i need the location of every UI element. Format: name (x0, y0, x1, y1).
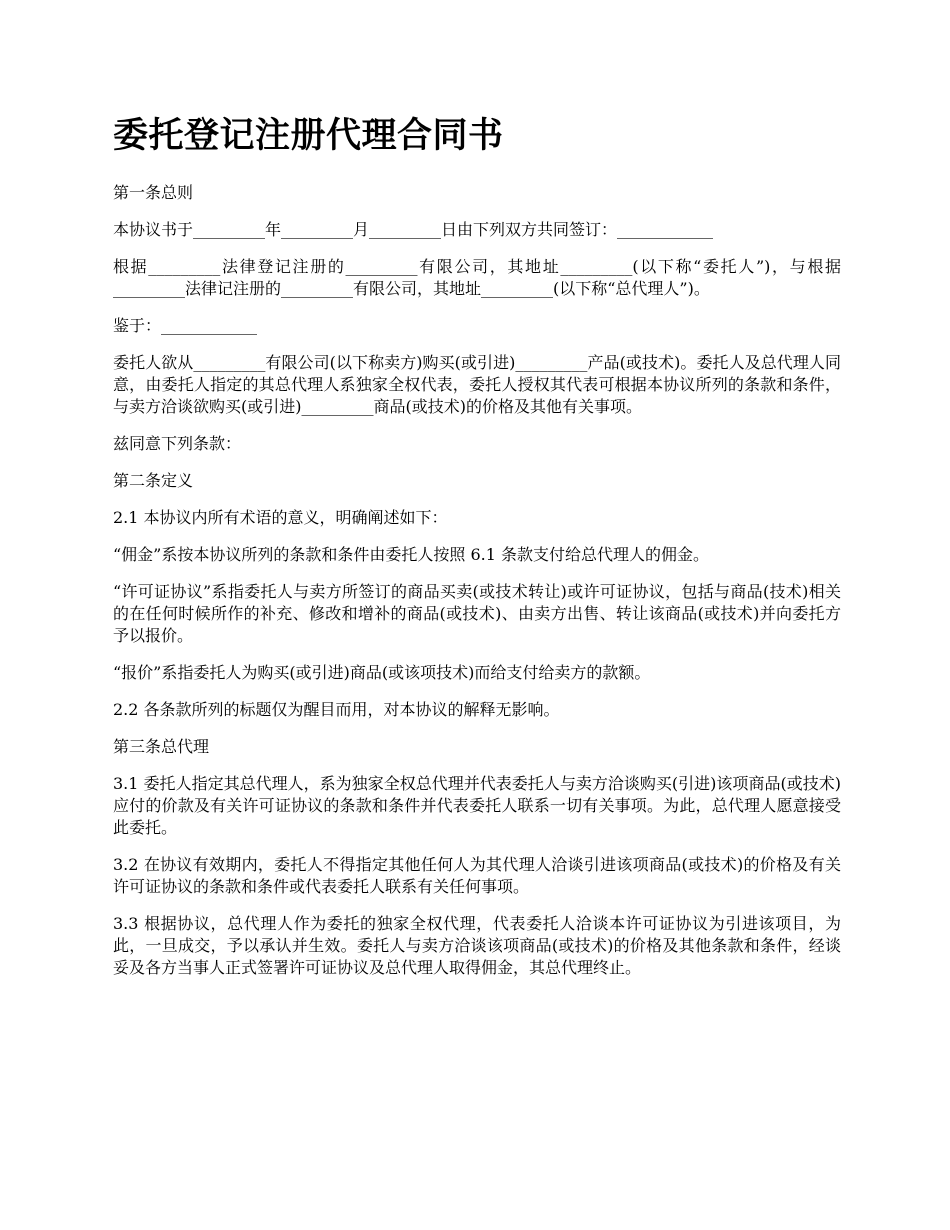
clause-2-1: 2.1 本协议内所有术语的意义，明确阐述如下： (113, 508, 448, 527)
definition-license-agreement: “许可证协议”系指委托人与卖方所签订的商品买卖(或技术转让)或许可证协议，包括与商品(技术)相关的在任何时候所作的补充、修改和增补的商品(或技术)、由卖方出售、转让该商品(或技术)并向委托方予以报价。 (113, 582, 841, 645)
document-page (113, 112, 841, 994)
definition-commission: “佣金”系按本协议所列的条款和条件由委托人按照 6.1 条款支付给总代理人的佣金。 (113, 545, 709, 564)
document-title: 委托登记注册代理合同书 (113, 116, 504, 156)
clause-3-2: 3.2 在协议有效期内，委托人不得指定其他任何人为其代理人洽谈引进该项商品(或技术)的价格及有关许可证协议的条款和条件或代表委托人联系有关任何事项。 (113, 855, 841, 896)
clause-2-2: 2.2 各条款所列的标题仅为醒目而用，对本协议的解释无影响。 (113, 700, 560, 719)
article-1-heading: 第一条总则 (113, 183, 194, 202)
parties-clause: 根据_________法律登记注册的_________有限公司，其地址_________(以下称“委托人”)，与根据_________法律记注册的_________有限公司，其地址_________(以下称“总代理人”)。 (113, 257, 841, 298)
purpose-clause: 委托人欲从_________有限公司(以下称卖方)购买(或引进)_________产品(或技术)。委托人及总代理人同意，由委托人指定的其总代理人系独家全权代表，委托人授权其代表可根据本协议所列的条款和条件，与卖方洽谈欲购买(或引进)_________商品(或技术)的价格及其他有关事项。 (113, 353, 841, 416)
whereas-clause: 鉴于：____________ (113, 316, 258, 335)
definition-quotation: “报价”系指委托人为购买(或引进)商品(或该项技术)而给支付给卖方的款额。 (113, 663, 651, 682)
article-3-heading: 第三条总代理 (113, 737, 210, 756)
signing-date-clause: 本协议书于_________年_________月_________日由下列双方共同签订：____________ (113, 220, 714, 239)
clause-3-3: 3.3 根据协议，总代理人作为委托的独家全权代理，代表委托人洽谈本许可证协议为引进该项目，为此，一旦成交，予以承认并生效。委托人与卖方洽谈该项商品(或技术)的价格及其他条款和条件，经谈妥及各方当事人正式签署许可证协议及总代理人取得佣金，其总代理终止。 (113, 914, 841, 977)
article-2-heading: 第二条定义 (113, 471, 194, 490)
clause-3-1: 3.1 委托人指定其总代理人，系为独家全权总代理并代表委托人与卖方洽谈购买(引进)该项商品(或技术)应付的价款及有关许可证协议的条款和条件并代表委托人联系一切有关事项。为此，总代理人愿意接受此委托。 (113, 774, 841, 837)
agreement-intro: 兹同意下列条款： (113, 434, 242, 453)
